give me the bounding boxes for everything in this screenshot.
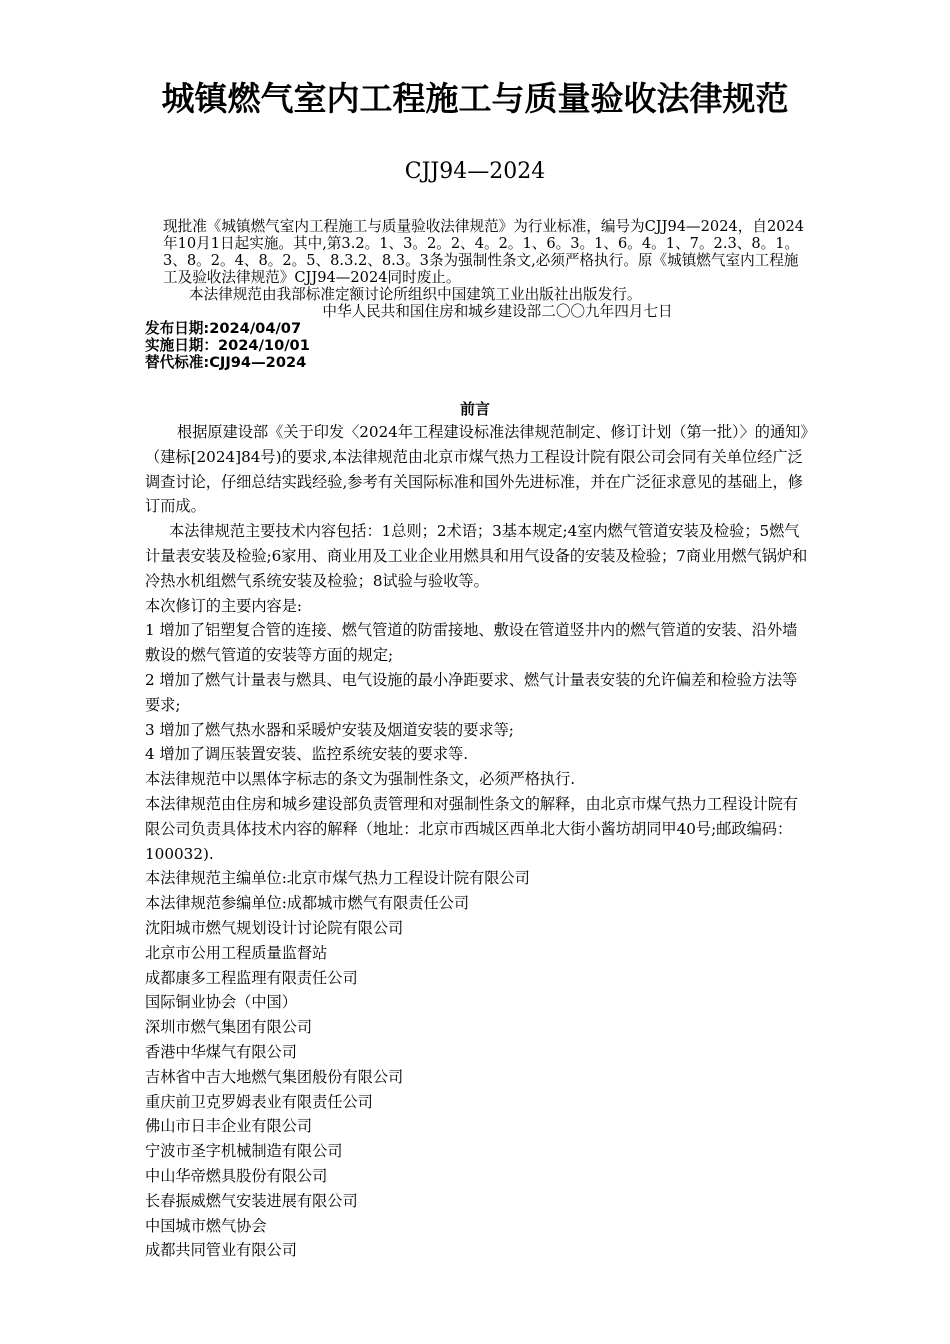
participating-unit: 重庆前卫克罗姆表业有限责任公司	[145, 1092, 373, 1111]
release-date: 发布日期:2024/04/07	[145, 320, 302, 337]
preface-paragraph: 本次修订的主要内容是:	[145, 596, 302, 615]
revision-item: 3 增加了燃气热水器和采暖炉安装及烟道安装的要求等;	[145, 720, 514, 739]
notice-publisher: 本法律规范由我部标准定额讨论所组织中国建筑工业出版社出版发行。	[189, 286, 642, 303]
approval-notice	[145, 218, 810, 371]
revision-item: 1 增加了铝塑复合管的连接、燃气管道的防雷接地、敷设在管道竖井内的燃气管道的安装、沿外墙敷设的燃气管道的安装等方面的规定;	[145, 621, 798, 665]
standard-code: CJJ94—2024	[404, 159, 546, 184]
participating-unit: 本法律规范参编单位:成都城市燃气有限责任公司	[145, 894, 470, 913]
chief-editor-unit: 本法律规范主编单位:北京市煤气热力工程设计院有限公司	[145, 869, 530, 888]
participating-unit: 北京市公用工程质量监督站	[145, 943, 328, 962]
preface-paragraph: 本法律规范主要技术内容包括：1总则；2术语；3基本规定;4室内燃气管道安装及检验；5燃气计量表安装及检验;6家用、商业用及工业企业用燃具和用气设备的安装及检验；7商业用燃气锅炉和冷热水机组燃气系统安装及检验；8试验与验收等。	[145, 522, 808, 590]
participating-unit: 深圳市燃气集团有限公司	[145, 1018, 313, 1037]
participating-unit: 成都康多工程监理有限责任公司	[145, 968, 358, 987]
revision-item: 2 增加了燃气计量表与燃具、电气设施的最小净距要求、燃气计量表安装的允许偏差和检验方法等要求;	[145, 670, 798, 714]
notice-signature: 中华人民共和国住房和城乡建设部二〇〇九年四月七日	[322, 303, 673, 320]
participating-unit: 长春振威燃气安装进展有限公司	[145, 1191, 358, 1210]
preface-heading: 前言	[459, 400, 490, 418]
revision-item: 4 增加了调压装置安装、监控系统安装的要求等.	[145, 745, 469, 764]
participating-unit: 吉林省中吉大地燃气集团般份有限公司	[145, 1067, 404, 1086]
participating-unit: 宁波市圣字机械制造有限公司	[145, 1142, 343, 1161]
document-title: 城镇燃气室内工程施工与质量验收法律规范	[161, 79, 789, 118]
replaced-standard: 替代标准:CJJ94—2024	[145, 354, 307, 371]
preface-body	[145, 420, 810, 1263]
participating-unit: 香港中华煤气有限公司	[145, 1042, 297, 1061]
participating-unit: 成都共同管业有限公司	[145, 1241, 297, 1260]
participating-unit: 佛山市日丰企业有限公司	[145, 1117, 313, 1136]
notice-paragraph: 现批准《城镇燃气室内工程施工与质量验收法律规范》为行业标准，编号为CJJ94—2024，自2024年10月1日起实施。其中,第3.2。1、3。2。2、4。2。1、6。3。1、6。4。1、7。2.3、8。1。3、8。2。4、8。2。5、8.3.2、8.3。3条为强制性条文,必须严格执行。原《城镇燃气室内工程施工及验收法律规范》CJJ94—2024同时废止。	[163, 218, 805, 286]
participating-unit: 沈阳城市燃气规划设计讨论院有限公司	[145, 918, 404, 937]
effective-date: 实施日期：2024/10/01	[145, 337, 310, 354]
participating-unit: 国际铜业协会（中国）	[145, 993, 297, 1012]
participating-unit: 中山华帝燃具股份有限公司	[145, 1166, 328, 1185]
participating-unit: 中国城市燃气协会	[145, 1216, 267, 1235]
preface-paragraph: 本法律规范由住房和城乡建设部负责管理和对强制性条文的解释，由北京市煤气热力工程设计院有限公司负责具体技术内容的解释（地址：北京市西城区西单北大街小酱坊胡同甲40号;邮政编码：100032).	[145, 794, 799, 863]
preface-paragraph: 根据原建设部《关于印发〈2024年工程建设标准法律规范制定、修订计划（第一批）〉的通知》（建标[2024]84号)的要求,本法律规范由北京市煤气热力工程设计院有限公司会同有关单位经广泛调查讨论，仔细总结实践经验,参考有关国际标准和国外先进标准，并在广泛征求意见的基础上，修订而成。	[145, 423, 808, 516]
preface-paragraph: 本法律规范中以黑体字标志的条文为强制性条文，必须严格执行.	[145, 770, 576, 789]
